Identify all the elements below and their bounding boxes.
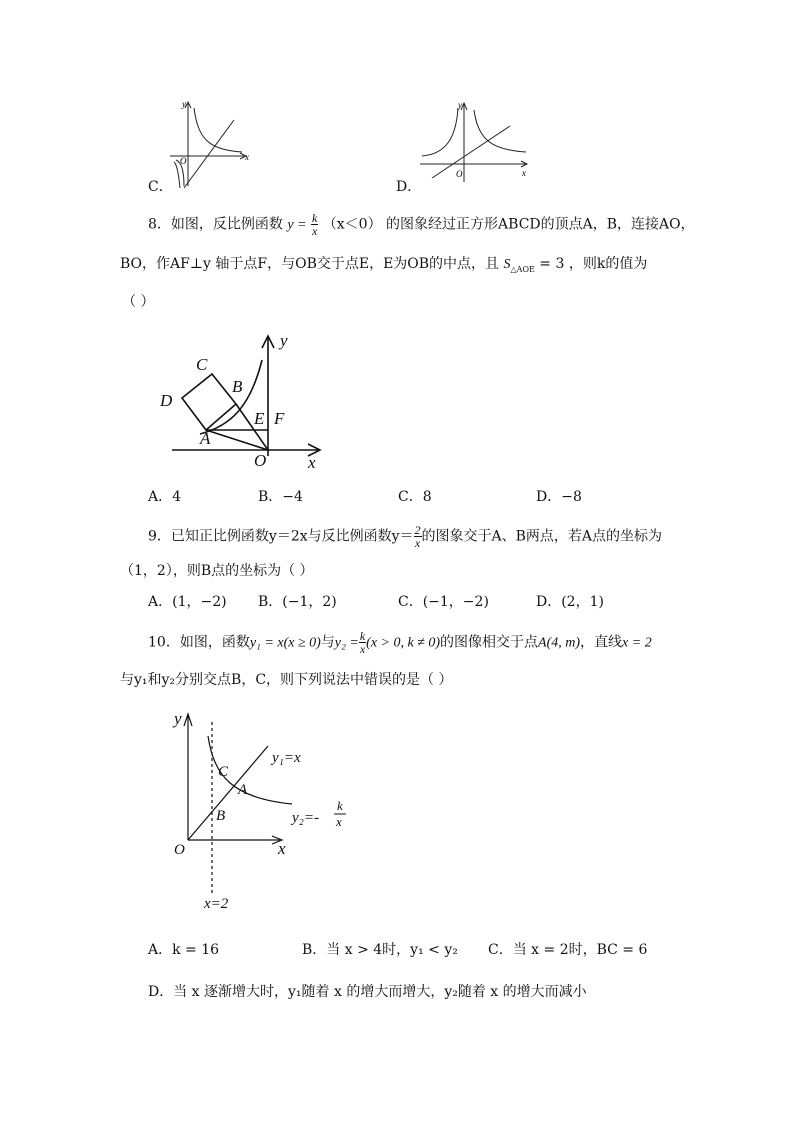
q10-label-b: B bbox=[216, 808, 226, 824]
q8-label-b: B bbox=[232, 377, 243, 396]
q10-mid: 与 bbox=[320, 634, 335, 651]
q10-line1-a: 10．如图，函数 bbox=[148, 634, 250, 651]
q10-label-xk: x bbox=[336, 814, 342, 829]
q10-option-d: D．当 x 逐渐增大时，y₁随着 x 的增大而增大，y₂随着 x 的增大而减小 bbox=[148, 984, 587, 1000]
q10-line1 bbox=[148, 630, 652, 655]
q9-line1-a: 9．已知正比例函数y＝2x与反比例函数y＝ bbox=[148, 528, 414, 545]
svg-text:y: y bbox=[182, 99, 186, 109]
q10-label-y: y bbox=[174, 709, 182, 728]
q10-fraction: $\frac{k}{x}$ bbox=[359, 629, 366, 656]
q8-answer-paren: （ ） bbox=[122, 294, 155, 310]
option-d-graph bbox=[418, 98, 530, 184]
q8-condition: （x＜0） bbox=[322, 216, 382, 233]
q9-line2: （1，2），则B点的坐标为（ ） bbox=[120, 563, 314, 579]
q10-label-x: x bbox=[278, 839, 286, 858]
q8-label-a: A bbox=[200, 429, 211, 448]
q10-option-a: A．k = 16 bbox=[148, 942, 220, 958]
q10-line2: 与y₁和y₂分别交点B，C，则下列说法中错误的是（ ） bbox=[120, 672, 453, 688]
q9-option-b: B．(−1，2) bbox=[258, 594, 337, 610]
q8-line1-b: 的图象经过正方形ABCD的顶点A，B，连接AO， bbox=[386, 216, 695, 233]
q8-fraction: $\frac{k}{x}$ bbox=[312, 211, 318, 238]
q10-line-eq: x = 2 bbox=[622, 635, 652, 651]
q10-figure bbox=[164, 706, 360, 914]
svg-text:y: y bbox=[458, 100, 462, 110]
q8-label-y: y bbox=[280, 331, 288, 350]
q10-eq1: y₁ = x(x ≥ 0) bbox=[249, 635, 321, 651]
q8-area-val: = 3 bbox=[539, 256, 565, 272]
q10-label-x2: x=2 bbox=[204, 896, 229, 912]
q8-label-x: x bbox=[308, 453, 316, 472]
q9-option-d: D．(2，1) bbox=[536, 594, 604, 610]
q10-eq2-lhs: y₂ = bbox=[334, 635, 359, 651]
q10-option-b: B．当 x > 4时，y₁ < y₂ bbox=[302, 942, 458, 958]
option-c-label: C． bbox=[148, 179, 173, 195]
q8-area-s: S bbox=[503, 257, 511, 272]
q9-line1 bbox=[148, 524, 662, 549]
q10-option-c: C．当 x = 2时，BC = 6 bbox=[488, 942, 648, 958]
q8-line2 bbox=[120, 254, 647, 280]
q8-line2-a: BO，作AF⊥y 轴于点F，与OB交于点E，E为OB的中点，且 bbox=[120, 256, 500, 272]
q8-option-a: A．4 bbox=[148, 489, 182, 505]
q8-label-o: O bbox=[254, 451, 267, 470]
q10-line1-b: 的图像相交于点 bbox=[440, 634, 539, 651]
q8-label-f: F bbox=[274, 409, 285, 428]
q8-option-d: D．−8 bbox=[536, 489, 582, 505]
q8-label-e: E bbox=[254, 409, 265, 428]
q10-point: A(4, m) bbox=[538, 635, 581, 651]
q8-line2-b: ，则k的值为 bbox=[568, 256, 648, 272]
q8-line1-a: 8．如图，反比例函数 bbox=[148, 216, 283, 233]
q10-label-y1: y₁=x bbox=[272, 750, 301, 766]
q10-label-y2: y₂=- bbox=[292, 810, 319, 826]
option-d-label: D． bbox=[396, 179, 422, 195]
q10-label-o: O bbox=[174, 842, 185, 858]
q8-eq-lhs: y = bbox=[287, 217, 307, 233]
option-c-graph bbox=[168, 98, 252, 190]
q8-label-d: D bbox=[160, 391, 173, 410]
svg-text:x: x bbox=[245, 152, 249, 162]
q9-option-c: C．(−1，−2) bbox=[398, 594, 489, 610]
svg-text:O: O bbox=[180, 156, 187, 166]
q8-figure bbox=[150, 330, 330, 472]
q10-line1-c: ，直线 bbox=[580, 634, 623, 651]
q9-option-a: A．(1，−2) bbox=[148, 594, 227, 610]
q8-label-c: C bbox=[196, 355, 208, 374]
svg-text:x: x bbox=[522, 168, 526, 178]
q8-area-sub: △AOE bbox=[510, 264, 535, 274]
q10-label-a: A bbox=[238, 782, 248, 798]
q9-fraction: $\frac{2}{x}$ bbox=[414, 523, 421, 550]
q10-label-c: C bbox=[218, 764, 229, 780]
q8-line1 bbox=[148, 212, 695, 237]
q10-eq2-cond: (x > 0, k ≠ 0) bbox=[366, 635, 441, 651]
q8-option-c: C．8 bbox=[398, 489, 432, 505]
q9-line1-b: 的图象交于A、B两点，若A点的坐标为 bbox=[421, 528, 663, 545]
svg-text:O: O bbox=[456, 169, 463, 179]
q10-label-k: k bbox=[337, 798, 343, 813]
q8-option-b: B．−4 bbox=[258, 489, 303, 505]
